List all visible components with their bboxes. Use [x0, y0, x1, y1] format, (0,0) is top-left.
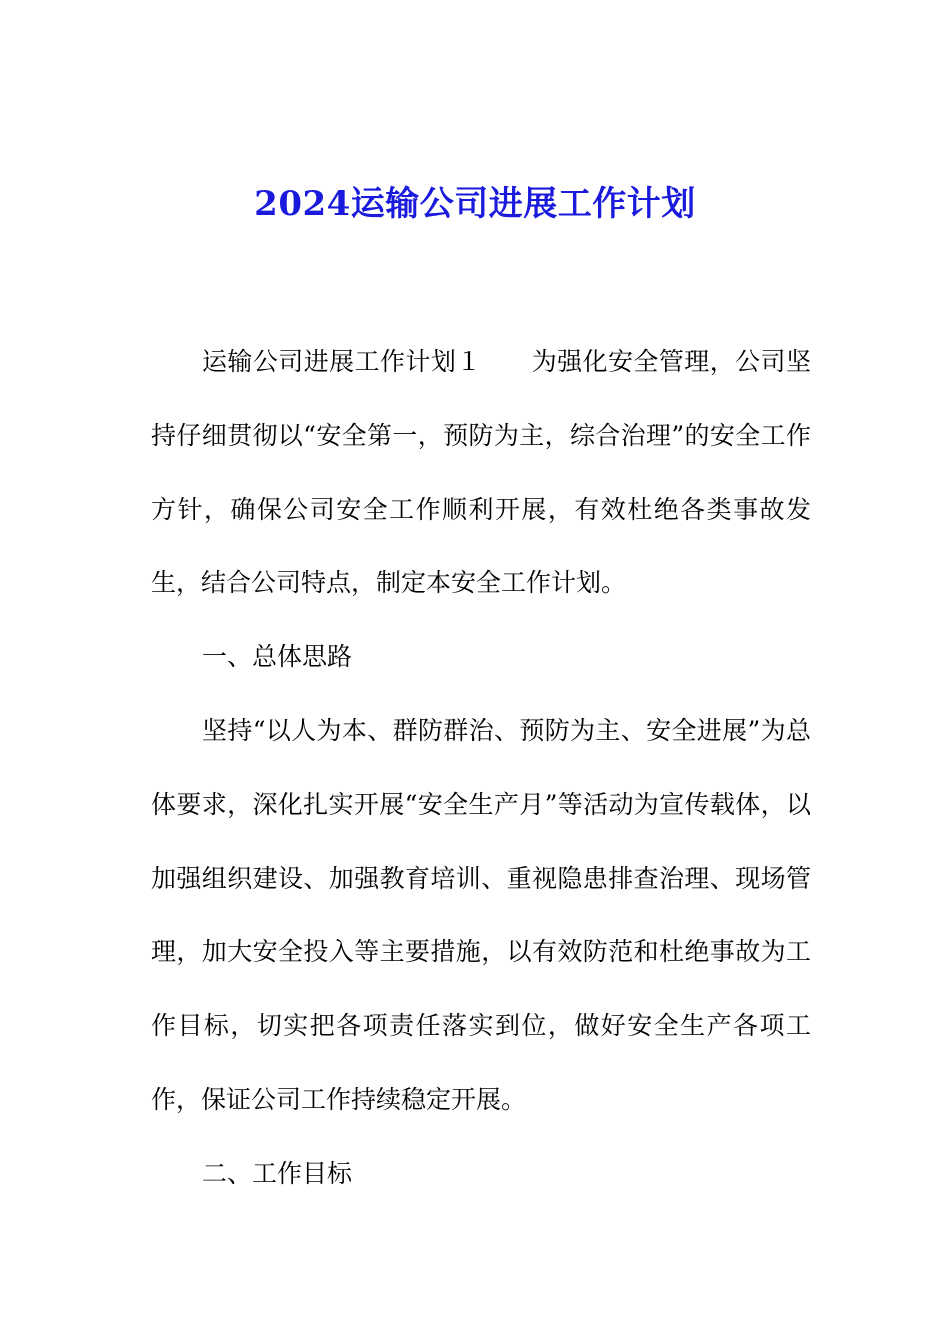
- paragraph-intro: [151, 325, 811, 620]
- paragraph-overall-approach: 坚持“以人为本、群防群治、预防为主、安全进展”为总体要求，深化扎实开展“安全生产月”等活动为宣传载体，以加强组织建设、加强教育培训、重视隐患排查治理、现场管理，加大安全投入等主要措施，以有效防范和杜绝事故为工作目标，切实把各项责任落实到位，做好安全生产各项工作，保证公司工作持续稳定开展。: [151, 715, 811, 1114]
- section-heading-overall-approach: 一、总体思路: [202, 642, 353, 672]
- document-body: [151, 325, 811, 1211]
- section-heading-work-goals: 二、工作目标: [202, 1158, 353, 1188]
- plan-label: 运输公司进展工作计划１: [202, 347, 482, 376]
- paragraph-intro-text: 为强化安全管理，公司坚持仔细贯彻以“安全第一，预防为主，综合治理”的安全工作方针，确保公司安全工作顺利开展，有效杜绝各类事故发生，结合公司特点，制定本安全工作计划。: [151, 347, 811, 598]
- document-title: 2024运输公司进展工作计划: [254, 184, 696, 224]
